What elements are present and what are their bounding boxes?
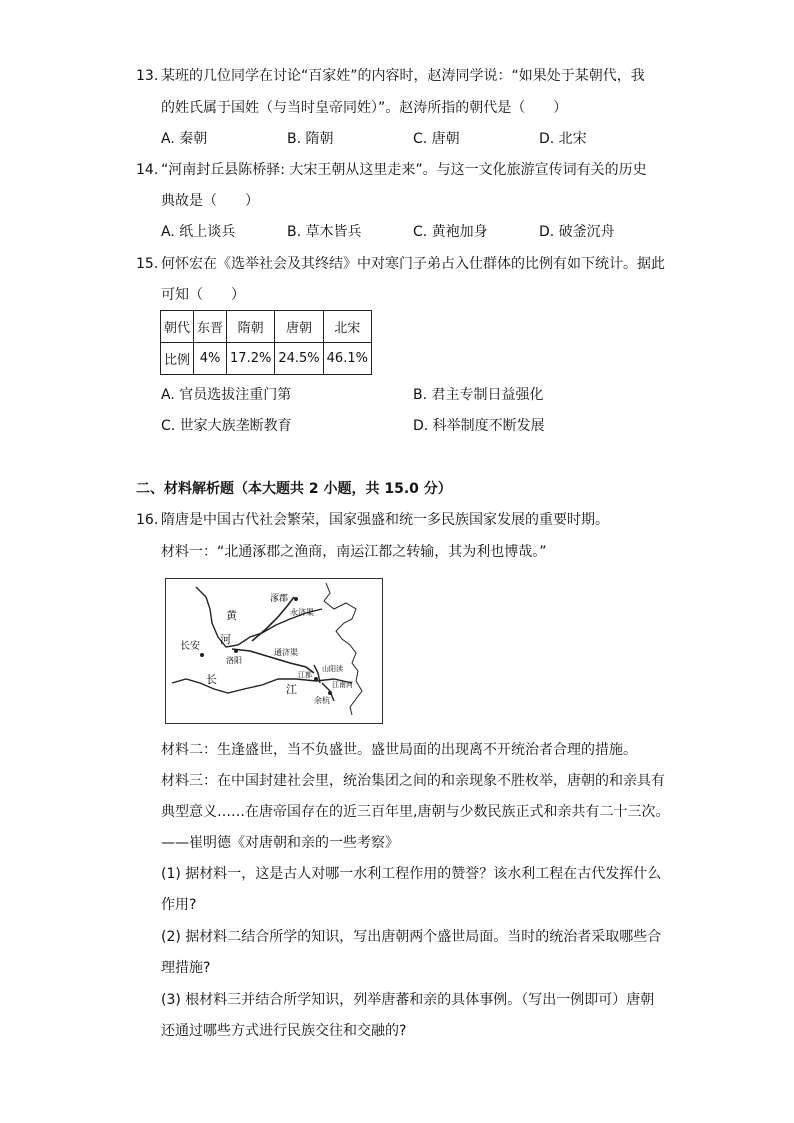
q16-sub1-line2: 作用? bbox=[161, 897, 197, 913]
changan-marker bbox=[200, 653, 204, 657]
table-cell: 17.2% bbox=[227, 343, 275, 375]
label-shanyangdu: 山阳渎 bbox=[322, 665, 343, 673]
q16-material1: 材料一：“北通涿郡之渔商，南运江都之转输，其为利也博哉。” bbox=[161, 544, 547, 560]
label-jiangdu: 江都 bbox=[298, 671, 312, 679]
luoyang-marker bbox=[234, 649, 238, 653]
q16-sub3-line1: (3) 根材料三并结合所学知识，列举唐蕃和亲的具体事例。（写出一例即可）唐朝 bbox=[161, 992, 655, 1008]
table-cell: 24.5% bbox=[275, 343, 323, 375]
table-row bbox=[161, 311, 372, 343]
table-cell: 46.1% bbox=[323, 343, 371, 375]
q15-option-b: B. 君主专制日益强化 bbox=[413, 387, 544, 403]
yellow-river bbox=[196, 587, 322, 647]
q15-option-c: C. 世家大族垄断教育 bbox=[161, 418, 292, 434]
jiangdu-marker bbox=[314, 677, 318, 681]
table-cell: 北宋 bbox=[323, 311, 371, 343]
q13-number: 13. bbox=[136, 68, 159, 84]
label-jiangnanhe: 江南河 bbox=[332, 681, 353, 689]
table-cell: 4% bbox=[194, 343, 227, 375]
q15-stem-line1: 何怀宏在《选举社会及其终结》中对寒门子弟占入仕群体的比例有如下统计。据此 bbox=[161, 256, 665, 272]
q13-option-d: D. 北宋 bbox=[539, 131, 587, 147]
q13-stem-line2: 的姓氏属于国姓（与当时皇帝同姓）”。赵涛所指的朝代是（ ） bbox=[161, 100, 568, 116]
q16-material2: 材料二：生逢盛世，当不负盛世。盛世局面的出现离不开统治者合理的措施。 bbox=[161, 742, 637, 758]
grand-canal-map bbox=[165, 578, 383, 724]
q15-stem-line2: 可知（ ） bbox=[161, 287, 245, 303]
yuhang-marker bbox=[328, 691, 332, 695]
q14-number: 14. bbox=[136, 162, 159, 178]
q16-sub3-line2: 还通过哪些方式进行民族交往和交融的? bbox=[161, 1023, 407, 1039]
q15-option-a: A. 官员选拔注重门第 bbox=[161, 387, 292, 403]
label-jiang: 江 bbox=[286, 683, 297, 696]
map-graphic bbox=[166, 579, 382, 723]
q15-statistics-table bbox=[160, 310, 372, 375]
table-cell: 唐朝 bbox=[275, 311, 323, 343]
label-he: 河 bbox=[220, 633, 231, 646]
q16-source: ——崔明德《对唐朝和亲的一些考察》 bbox=[161, 835, 399, 851]
q16-sub2-line2: 理措施? bbox=[161, 960, 211, 976]
table-cell: 东晋 bbox=[194, 311, 227, 343]
q13-stem-line1: 某班的几位同学在讨论“百家姓”的内容时，赵涛同学说：“如果处于某朝代，我 bbox=[161, 68, 645, 84]
q13-option-c: C. 唐朝 bbox=[413, 131, 460, 147]
table-cell: 隋朝 bbox=[227, 311, 275, 343]
label-zhuojun: 涿郡 bbox=[270, 594, 289, 604]
q14-stem-line1: “河南封丘县陈桥驿: 大宋王朝从这里走来”。与这一文化旅游宣传词有关的历史 bbox=[161, 162, 647, 178]
label-yuhang: 余杭 bbox=[314, 696, 330, 705]
q13-option-a: A. 秦朝 bbox=[161, 131, 208, 147]
table-row bbox=[161, 343, 372, 375]
label-yongjiqu: 永济渠 bbox=[290, 608, 314, 617]
table-cell: 比例 bbox=[161, 343, 194, 375]
q16-intro: 隋唐是中国古代社会繁荣，国家强盛和统一多民族国家发展的重要时期。 bbox=[161, 512, 609, 528]
table-cell: 朝代 bbox=[161, 311, 194, 343]
q15-number: 15. bbox=[136, 256, 159, 272]
q14-stem-line2: 典故是（ ） bbox=[161, 193, 259, 209]
q14-option-c: C. 黄袍加身 bbox=[413, 224, 488, 240]
label-changan: 长安 bbox=[180, 641, 200, 652]
q16-sub2-line1: (2) 据材料二结合所学的知识，写出唐朝两个盛世局面。当时的统治者采取哪些合 bbox=[161, 929, 662, 945]
q16-material3-line2: 典型意义……在唐帝国存在的近三百年里,唐朝与少数民族正式和亲共有二十三次。 bbox=[161, 804, 670, 820]
label-tongjiqu: 通济渠 bbox=[274, 648, 298, 657]
label-chang: 长 bbox=[206, 673, 217, 686]
q14-option-a: A. 纸上谈兵 bbox=[161, 224, 236, 240]
q16-sub1-line1: (1) 据材料一，这是古人对哪一水利工程作用的赞誉？该水利工程在古代发挥什么 bbox=[161, 866, 662, 882]
zhuojun-marker bbox=[294, 597, 298, 601]
q16-material3-line1: 材料三：在中国封建社会里，统治集团之间的和亲现象不胜枚举，唐朝的和亲具有 bbox=[161, 773, 665, 789]
tongji-canal bbox=[232, 649, 314, 673]
q14-option-d: D. 破釜沉舟 bbox=[539, 224, 615, 240]
q13-option-b: B. 隋朝 bbox=[287, 131, 334, 147]
q15-option-d: D. 科举制度不断发展 bbox=[413, 418, 545, 434]
label-huang: 黄 bbox=[226, 609, 237, 622]
section-heading: 二、材料解析题（本大题共 2 小题，共 15.0 分） bbox=[136, 481, 452, 497]
q14-option-b: B. 草木皆兵 bbox=[287, 224, 362, 240]
q16-number: 16. bbox=[136, 512, 159, 528]
label-luoyang: 洛阳 bbox=[226, 656, 242, 665]
